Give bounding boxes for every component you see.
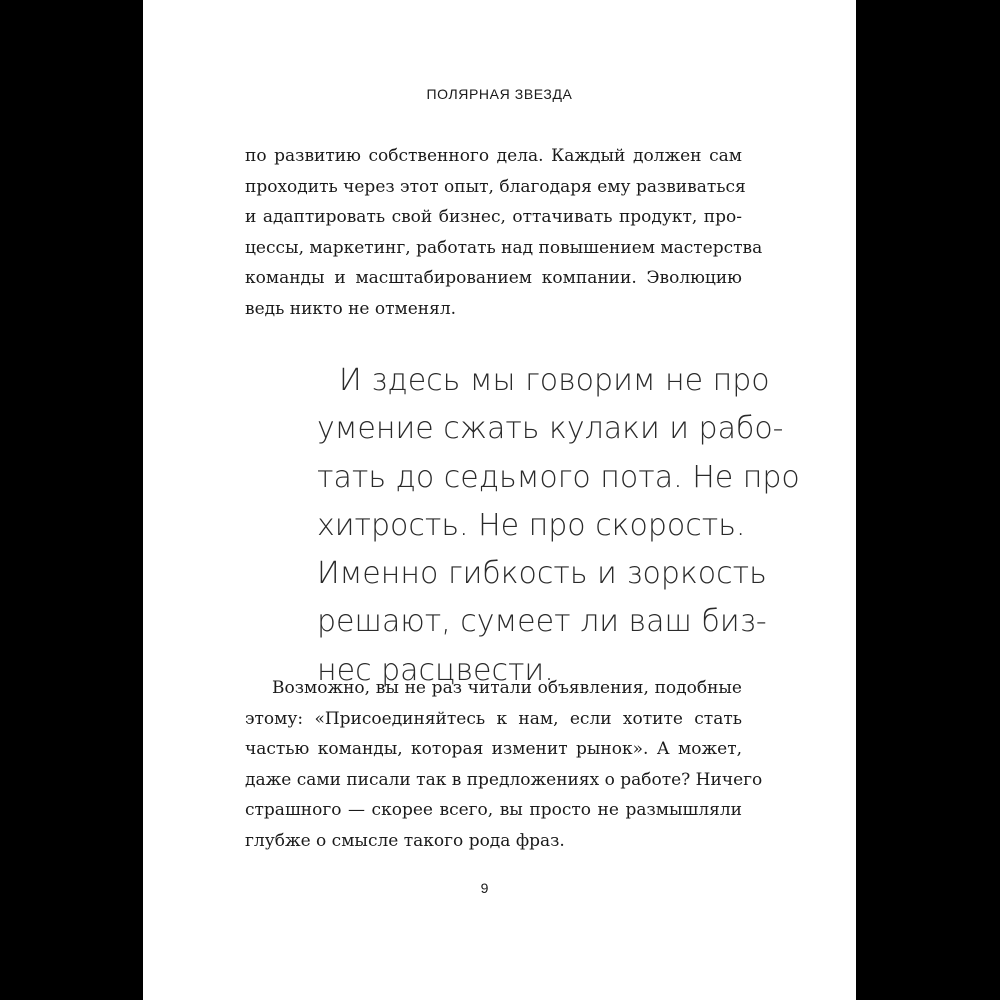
quote-line: умение сжать кулаки и рабо- — [317, 411, 784, 447]
quote-line: решают, сумеет ли ваш биз- — [317, 604, 767, 640]
body-paragraph-2 — [245, 673, 763, 857]
paragraph-line: цессы, маркетинг, работать над повышением мастерства — [245, 237, 763, 258]
paragraph-line: страшного — скорее всего, вы просто не размышляли — [245, 800, 742, 821]
quote-line: нес расцвести. — [317, 652, 554, 688]
paragraph-line: ведь никто не отменял. — [245, 298, 457, 319]
paragraph-line: и адаптировать свой бизнес, оттачивать продукт, про- — [245, 207, 742, 228]
pull-quote — [317, 357, 800, 695]
paragraph-line: глубже о смысле такого рода фраз. — [245, 830, 565, 851]
paragraph-line: этому: «Присоединяйтесь к нам, если хотите стать — [245, 708, 742, 729]
body-paragraph-1 — [245, 141, 763, 325]
quote-line: хитрость. Не про скорость. — [317, 507, 746, 543]
paragraph-line: по развитию собственного дела. Каждый должен сам — [245, 146, 742, 166]
page-number: 9 — [480, 880, 489, 896]
paragraph-line: команды и масштабированием компании. Эволюцию — [245, 268, 742, 289]
quote-line: И здесь мы говорим не про — [339, 363, 770, 398]
paragraph-line: даже сами писали так в предложениях о работе? Ничего — [245, 769, 763, 790]
book-page — [143, 0, 856, 1000]
quote-line: тать до седьмого пота. Не про — [317, 459, 800, 495]
paragraph-line: Возможно, вы не раз читали объявления, подобные — [272, 678, 742, 698]
paragraph-line: проходить через этот опыт, благодаря ему развиваться — [245, 176, 746, 197]
paragraph-line: частью команды, которая изменит рынок». А может, — [245, 739, 742, 760]
running-title: ПОЛЯРНАЯ ЗВЕЗДА — [426, 86, 573, 102]
quote-line: Именно гибкость и зоркость — [317, 556, 767, 592]
